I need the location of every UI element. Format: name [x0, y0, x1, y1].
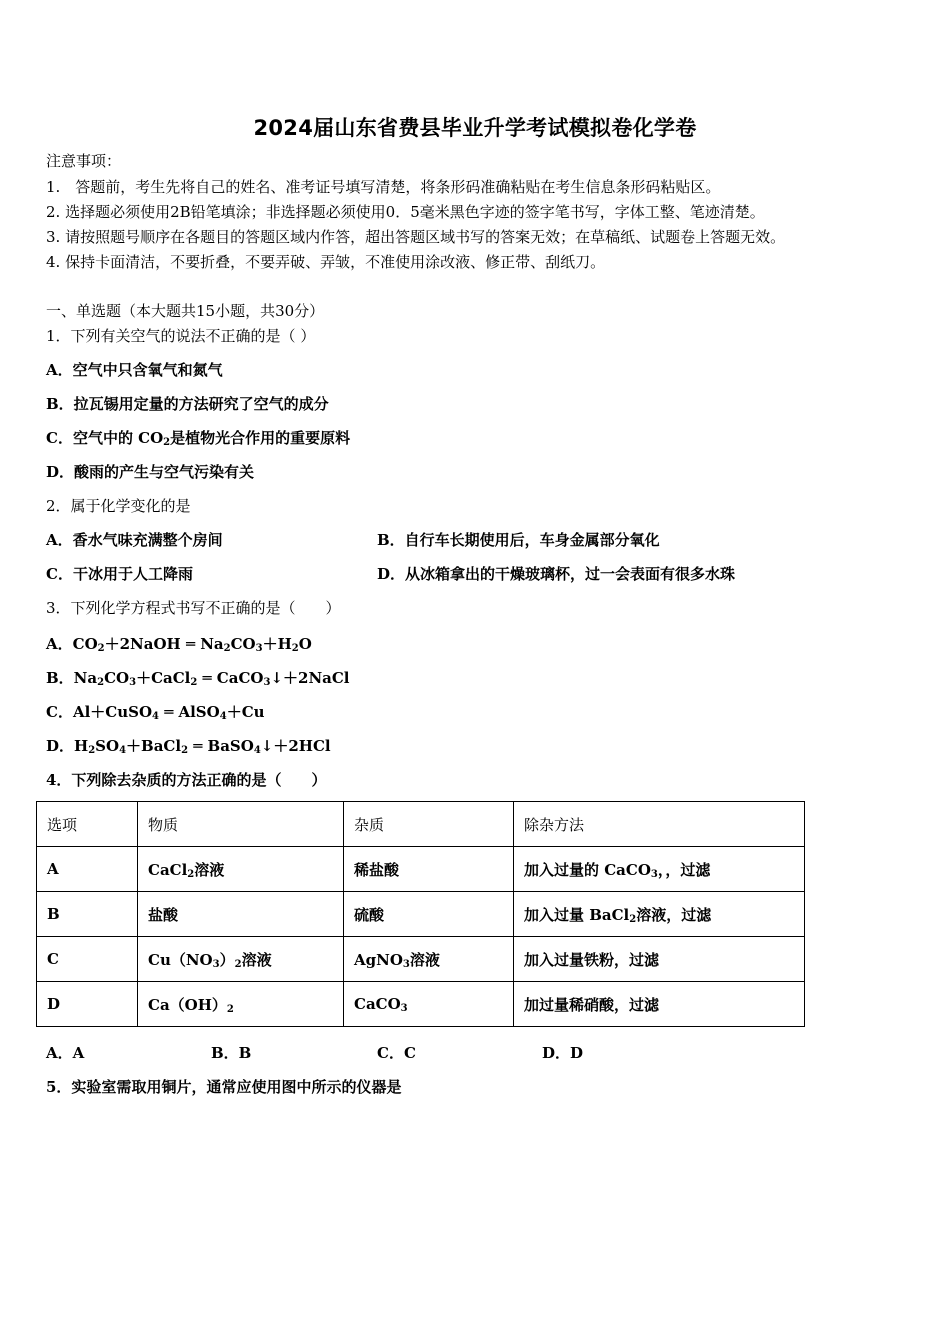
- table-cell-method: 加入过量 BaCl$_2$溶液，过滤: [514, 892, 805, 937]
- header-cell: 物质: [138, 802, 344, 847]
- header-cell: 选项: [37, 802, 138, 847]
- table-cell-method: 加过量稀硝酸，过滤: [514, 982, 805, 1027]
- table-row: [37, 982, 805, 1027]
- q2-option-d[interactable]: D．从冰箱拿出的干燥玻璃杯，过一会表面有很多水珠: [377, 565, 736, 583]
- table-cell-substance: $Cu(NO_3)_2$溶液: [138, 937, 344, 982]
- question-5-stem: 5．实验室需取用铜片，通常应使用图中所示的仪器是: [46, 1078, 402, 1096]
- table-row: [37, 892, 805, 937]
- question-2-stem: 2．属于化学变化的是: [46, 497, 191, 515]
- q4-option-d[interactable]: D．D: [542, 1044, 584, 1062]
- q2-option-b[interactable]: B．自行车长期使用后，车身金属部分氧化: [377, 531, 660, 549]
- q3-option-a[interactable]: A．$CO_2+2NaOH$ ═ $Na_2CO_3+H_2O$: [46, 635, 312, 654]
- table-cell-substance: $Ca(OH)_2$: [138, 982, 344, 1027]
- table-cell-method: 加入过量的 CaCO$_3$，，过滤: [514, 847, 805, 892]
- q2-option-c[interactable]: C．干冰用于人工降雨: [46, 565, 193, 583]
- q1-option-a[interactable]: A．空气中只含氧气和氮气: [46, 361, 223, 379]
- table-cell-substance: CaCl$_2$溶液: [138, 847, 344, 892]
- table-cell-option: C: [37, 937, 138, 982]
- q4-option-a[interactable]: A．A: [46, 1044, 85, 1062]
- q1-option-b[interactable]: B．拉瓦锡用定量的方法研究了空气的成分: [46, 395, 329, 413]
- table-cell-impurity: 硫酸: [344, 892, 514, 937]
- page-title: 2024届山东省费县毕业升学考试模拟卷化学卷: [253, 116, 697, 140]
- q1-option-c[interactable]: C．空气中的 $CO_2$是植物光合作用的重要原料: [46, 429, 351, 448]
- notice-item: 2. 选择题必须使用2B铅笔填涂；非选择题必须使用0．5毫米黑色字迹的签字笔书写，字体工整、笔迹清楚。: [46, 203, 765, 221]
- q3-option-c[interactable]: C．Al＋CuSO$_4$ ═ AlSO$_4$＋Cu: [46, 703, 265, 722]
- notice-heading: 注意事项：: [46, 152, 122, 170]
- table-cell-option: D: [37, 982, 138, 1027]
- q4-option-c[interactable]: C．C: [377, 1044, 416, 1062]
- table-cell-option: A: [37, 847, 138, 892]
- q2-option-a[interactable]: A．香水气味充满整个房间: [46, 531, 223, 549]
- table-row: [37, 937, 805, 982]
- notice-item: 4. 保持卡面清洁，不要折叠，不要弄破、弄皱，不准使用涂改液、修正带、刮纸刀。: [46, 253, 606, 271]
- question-1-stem: 1．下列有关空气的说法不正确的是（ ）: [46, 327, 316, 345]
- question-3-stem: 3．下列化学方程式书写不正确的是（ ）: [46, 599, 341, 617]
- header-cell: 杂质: [344, 802, 514, 847]
- section-heading: 一、单选题（本大题共15小题，共30分）: [46, 302, 325, 320]
- table-cell-impurity: CaCO$_3$: [344, 982, 514, 1027]
- q1-option-d[interactable]: D．酸雨的产生与空气污染有关: [46, 463, 255, 481]
- table-cell-substance: 盐酸: [138, 892, 344, 937]
- notice-item: 3. 请按照题号顺序在各题目的答题区域内作答，超出答题区域书写的答案无效；在草稿纸、试题卷上答题无效。: [46, 228, 786, 246]
- impurity-table: [36, 801, 805, 1027]
- table-cell-option: B: [37, 892, 138, 937]
- q3-option-d[interactable]: D．$H_2SO_4+BaCl_2$ ═ BaSO$_4$↓＋2HCl: [46, 737, 331, 756]
- table-row: [37, 847, 805, 892]
- q3-option-b[interactable]: B．$Na_2CO_3+CaCl_2$ ═ CaCO$_3$↓＋2NaCl: [46, 669, 350, 688]
- header-cell: 除杂方法: [514, 802, 805, 847]
- table-cell-impurity: AgNO$_3$溶液: [344, 937, 514, 982]
- notice-item: 1. 答题前，考生先将自己的姓名、准考证号填写清楚，将条形码准确粘贴在考生信息条形码粘贴区。: [46, 178, 721, 196]
- q4-option-b[interactable]: B．B: [211, 1044, 252, 1062]
- table-header-row: [37, 802, 805, 847]
- table-cell-impurity: 稀盐酸: [344, 847, 514, 892]
- table-cell-method: 加入过量铁粉，过滤: [514, 937, 805, 982]
- question-4-stem: 4．下列除去杂质的方法正确的是（ ）: [46, 771, 327, 789]
